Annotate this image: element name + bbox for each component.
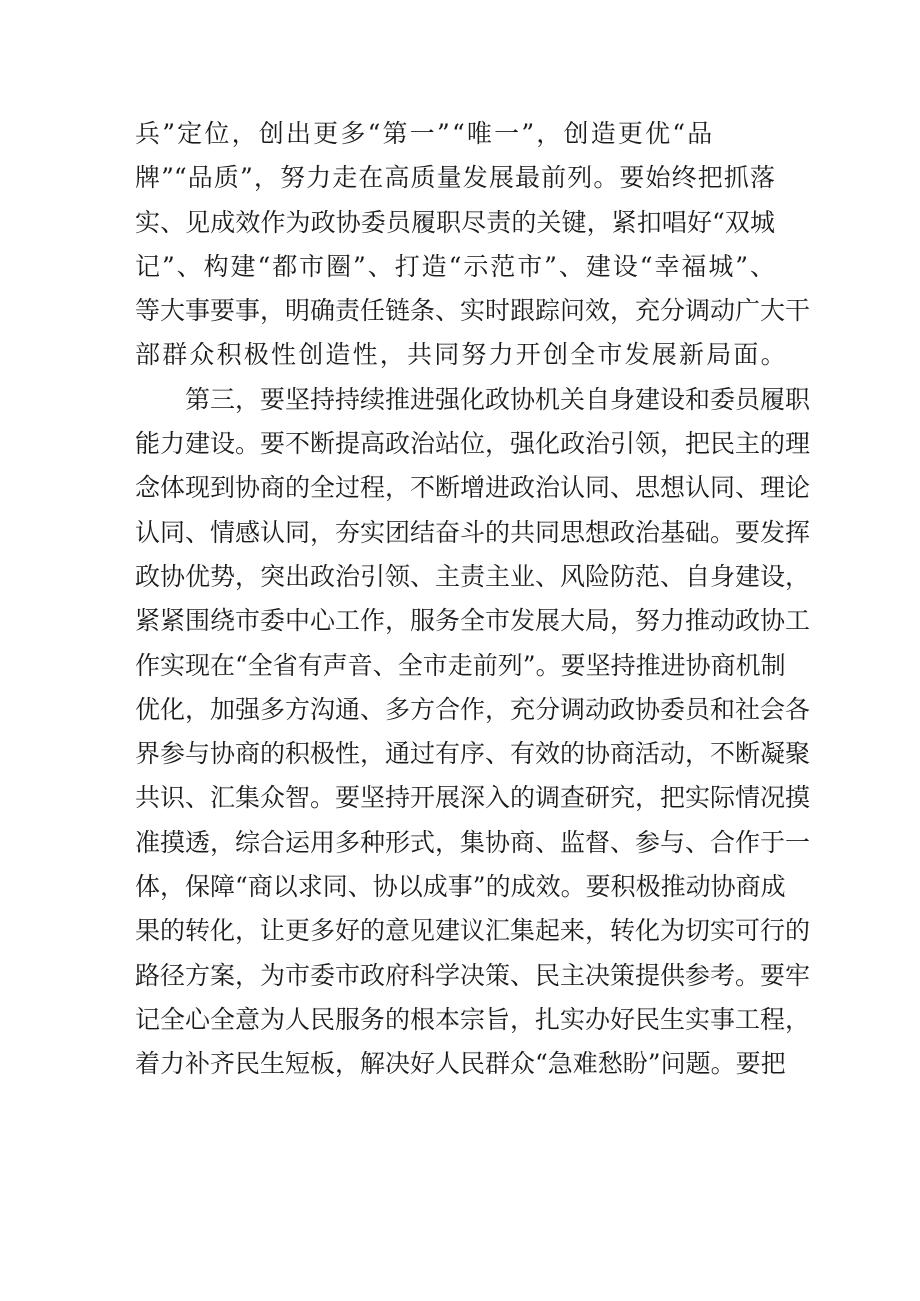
text-line-10: 认同、情感认同，夯实团结奋斗的共同思想政治基础。要发挥 <box>135 517 811 547</box>
document-body-text <box>135 112 811 1087</box>
text-line-18: 体，保障“商以求同、协以成事”的成效。要积极推动协商成 <box>135 872 786 902</box>
text-line-11: 政协优势，突出政治引领、主责主业、风险防范、自身建设， <box>135 561 811 591</box>
text-line-22: 着力补齐民生短板，解决好人民群众“急难愁盼”问题。要把 <box>135 1049 786 1079</box>
text-line-12: 紧紧围绕市委中心工作，服务全市发展大局，努力推动政协工 <box>135 606 811 636</box>
text-line-4: 记”、构建“都市圈”、打造“示范市”、建设“幸福城”、 <box>135 251 775 281</box>
text-line-13: 作实现在“全省有声音、全市走前列”。要坚持推进协商机制 <box>135 650 786 680</box>
text-line-6: 部群众积极性创造性，共同努力开创全市发展新局面。 <box>135 340 788 370</box>
text-line-3: 实、见成效作为政协委员履职尽责的关键，紧扣唱好“双城 <box>135 207 775 237</box>
text-line-16: 共识、汇集众智。要坚持开展深入的调查研究，把实际情况摸 <box>135 783 811 813</box>
text-line-17: 准摸透，综合运用多种形式，集协商、监督、参与、合作于一 <box>135 827 811 857</box>
text-line-15: 界参与协商的积极性，通过有序、有效的协商活动，不断凝聚 <box>135 739 811 769</box>
text-line-14: 优化，加强多方沟通、多方合作，充分调动政协委员和社会各 <box>135 694 811 724</box>
text-line-8: 能力建设。要不断提高政治站位，强化政治引领，把民主的理 <box>135 429 811 459</box>
text-line-2: 牌”“品质”，努力走在高质量发展最前列。要始终把抓落 <box>135 163 775 193</box>
text-line-20: 路径方案，为市委市政府科学决策、民主决策提供参考。要牢 <box>135 960 811 990</box>
text-line-19: 果的转化，让更多好的意见建议汇集起来，转化为切实可行的 <box>135 916 811 946</box>
text-line-7: 第三，要坚持持续推进强化政协机关自身建设和委员履职 <box>185 384 811 414</box>
text-line-21: 记全心全意为人民服务的根本宗旨，扎实办好民生实事工程， <box>135 1004 811 1034</box>
text-line-5: 等大事要事，明确责任链条、实时跟踪问效，充分调动广大干 <box>135 296 811 326</box>
text-line-9: 念体现到协商的全过程，不断增进政治认同、思想认同、理论 <box>135 473 811 503</box>
text-line-1: 兵”定位，创出更多“第一”“唯一”，创造更优“品 <box>135 119 715 148</box>
